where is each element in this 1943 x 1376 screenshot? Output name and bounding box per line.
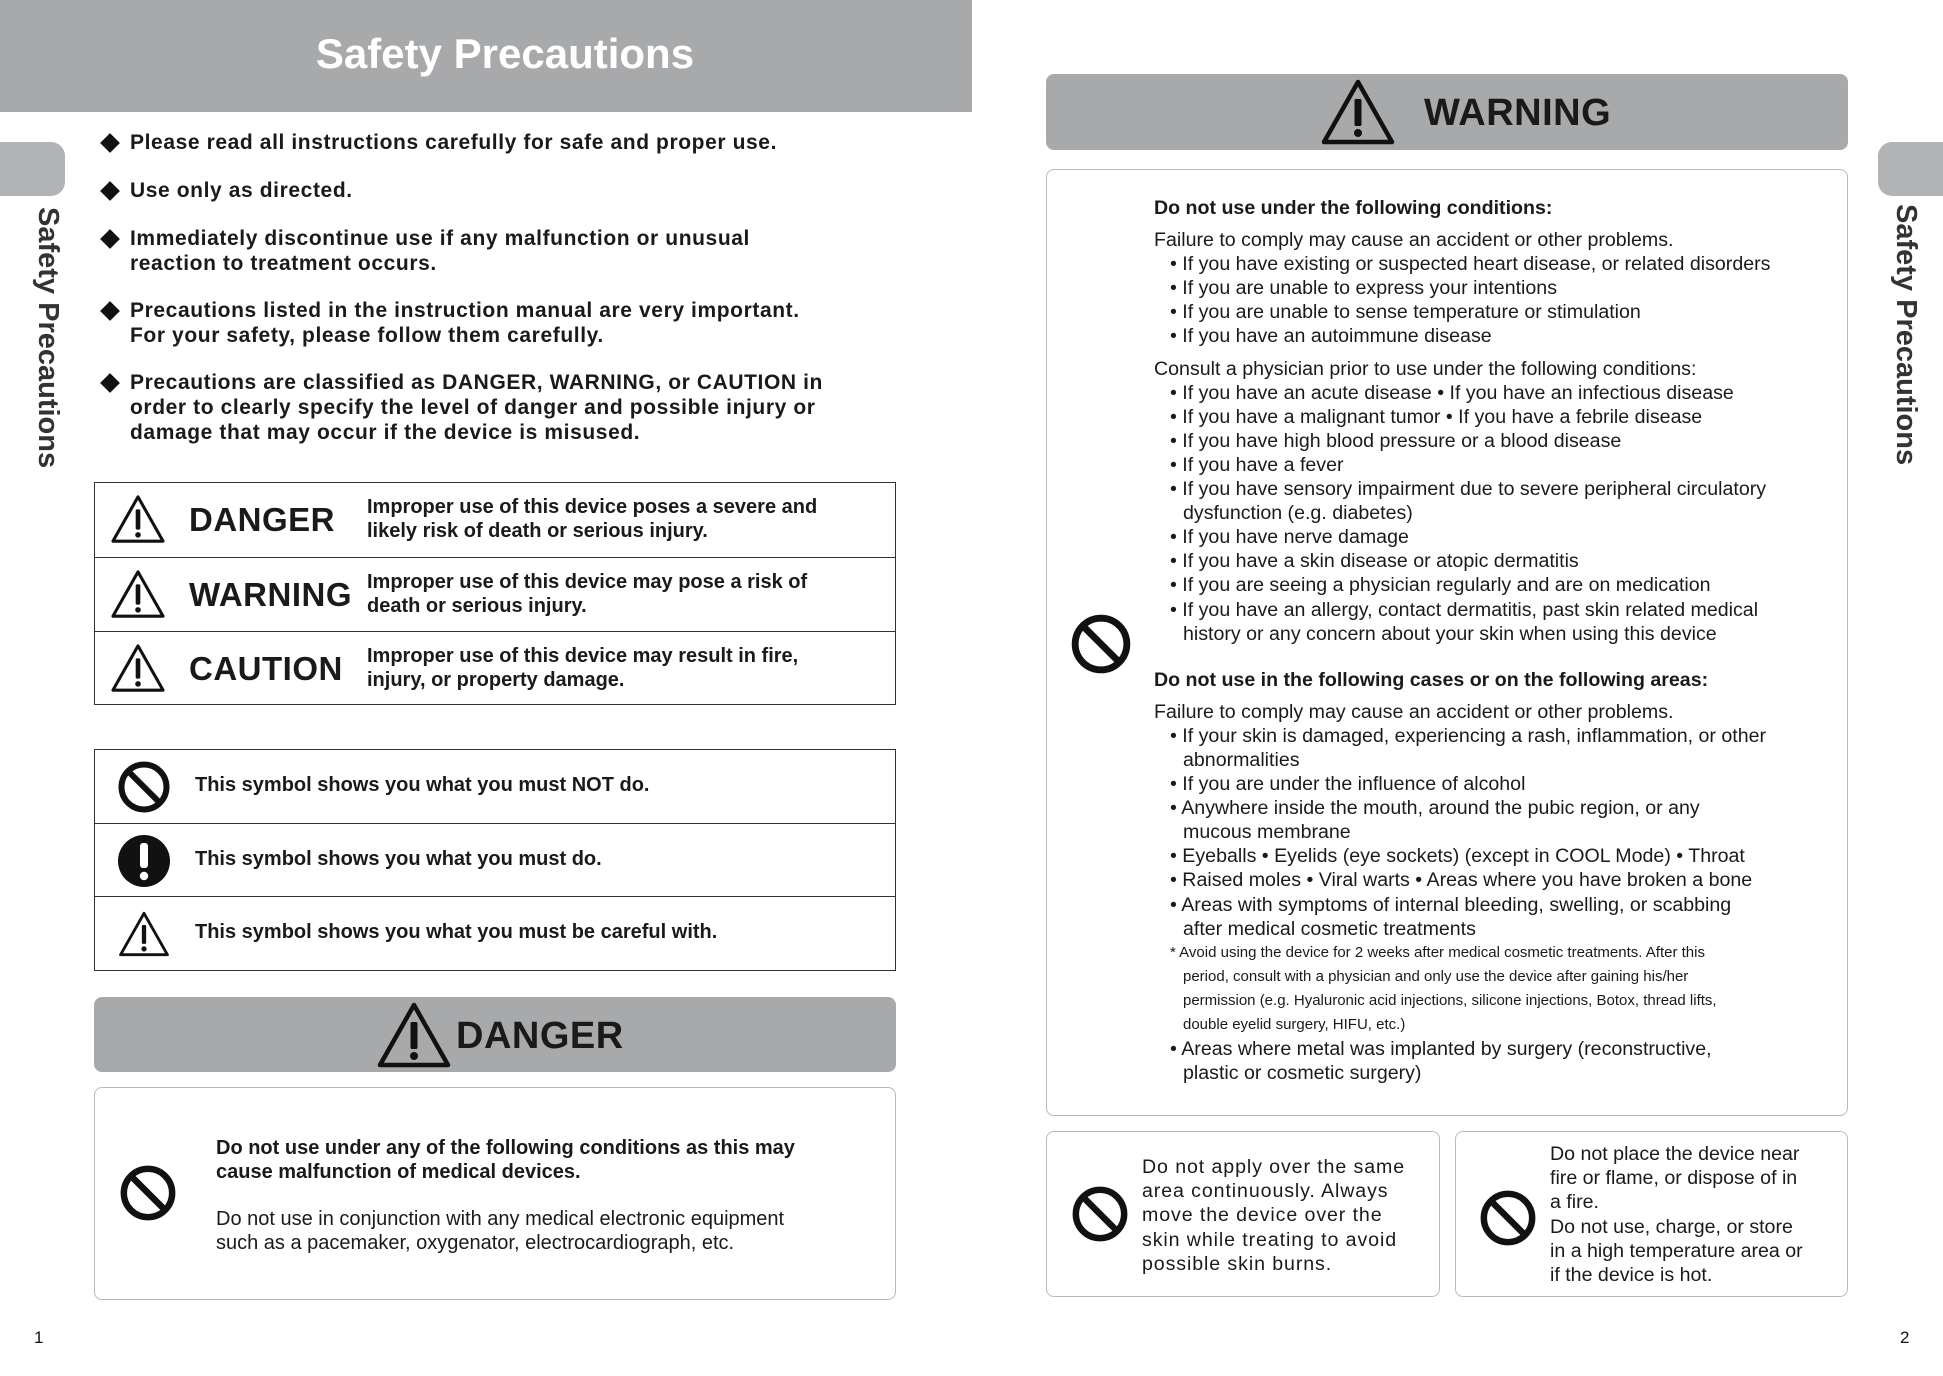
mandatory-action-icon [117,834,171,888]
list-item: • If you have an acute disease • If you have an infectious disease [1170,381,1734,404]
warning-heading-bar [1046,74,1848,150]
symbol-row [95,896,895,969]
list-item: • If you have an allergy, contact dermatitis, past skin related medical [1170,598,1759,621]
level-row-caution [95,631,895,705]
symbol-row [95,823,895,896]
diamond-bullet-icon [100,181,120,201]
conditions-intro: Failure to comply may cause an accident or other problems. [1154,229,1674,252]
level-description: Improper use of this device may pose a risk of death or serious injury. [367,571,808,617]
bullet-item: Use only as directed. [100,178,900,203]
list-item: • If you are unable to express your intentions [1170,277,1557,300]
continuous-use-text: Do not apply over the same area continuously. Always move the device over the skin while treating to avoid possible skin burns. [1142,1156,1406,1275]
diamond-bullet-icon [100,133,120,153]
bullet-item: Precautions are classified as DANGER, WARNING, or CAUTION in order to clearly specify the level of danger and possible injury or damage that may occur if the device is misused. [100,370,900,445]
list-item: • Anywhere inside the mouth, around the pubic region, or any [1170,797,1700,820]
side-tab [1878,142,1943,196]
symbol-description: This symbol shows you what you must be careful with. [195,921,718,943]
warning-triangle-icon [109,493,167,545]
hazard-levels-table [94,482,896,705]
symbol-row [95,750,895,823]
footnote-continued: period, consult with a physician and only use the device after gaining his/her [1183,967,1689,985]
warning-triangle-icon [109,568,167,620]
areas-intro: Failure to comply may cause an accident or other problems. [1154,700,1674,723]
level-label: WARNING [189,576,352,613]
prohibition-icon [1479,1189,1537,1247]
list-item: • Eyeballs • Eyelids (eye sockets) (except in COOL Mode) • Throat [1170,845,1745,868]
warning-text [1154,196,1834,1085]
danger-body-text: Do not use in conjunction with any medical electronic equipment such as a pacemaker, oxygenator, electrocardiograph, etc. [216,1208,785,1254]
list-item: • If you are under the influence of alcohol [1170,773,1526,796]
diamond-bullet-icon [100,373,120,393]
fire-hazard-text: Do not place the device near fire or flame, or dispose of in a fire. Do not use, charge, or store in a high temperature area or if the device is hot. [1550,1143,1803,1287]
list-item-continued: mucous membrane [1183,821,1351,844]
page-number: 1 [34,1328,44,1347]
caution-triangle-icon [117,907,171,961]
side-label: Safety Precautions [32,207,64,469]
list-item-continued: after medical cosmetic treatments [1183,917,1476,940]
list-item: • If you have an autoimmune disease [1170,325,1492,348]
list-item: • If you have a skin disease or atopic dermatitis [1170,550,1579,573]
side-label: Safety Precautions [1890,204,1922,466]
level-description: Improper use of this device may result in fire, injury, or property damage. [367,645,799,691]
level-label: DANGER [189,501,336,538]
list-item: • If you have a malignant tumor • If you have a febrile disease [1170,405,1703,428]
areas-heading: Do not use in the following cases or on the following areas: [1154,668,1709,691]
symbols-table [94,749,896,971]
footnote: * Avoid using the device for 2 weeks after medical cosmetic treatments. After this [1170,943,1705,961]
bullet-item: Precautions listed in the instruction manual are very important. For your safety, please follow them carefully. [100,298,900,348]
consult-intro: Consult a physician prior to use under the following conditions: [1154,357,1697,380]
list-item-continued: plastic or cosmetic surgery) [1183,1062,1422,1085]
page-number: 2 [1900,1328,1910,1347]
danger-bold-text: Do not use under any of the following conditions as this may cause malfunction of medical devices. [216,1137,795,1183]
footnote-continued: permission (e.g. Hyaluronic acid injections, silicone injections, Botox, thread lifts, [1183,991,1717,1009]
level-row-warning [95,557,895,631]
list-item: • If you are unable to sense temperature or stimulation [1170,301,1641,324]
list-item: • If you are seeing a physician regularly and are on medication [1170,574,1711,597]
list-item: • If you have sensory impairment due to severe peripheral circulatory [1170,478,1767,501]
prohibition-icon [119,1164,177,1222]
warning-heading: WARNING [1424,92,1612,134]
list-item: • If you have nerve damage [1170,526,1409,549]
level-label: CAUTION [189,650,343,687]
list-item: • If you have high blood pressure or a blood disease [1170,429,1622,452]
symbol-description: This symbol shows you what you must NOT do. [195,774,650,796]
level-description: Improper use of this device poses a severe and likely risk of death or serious injury. [367,496,818,542]
side-tab [0,142,65,196]
warning-triangle-icon [109,642,167,694]
prohibition-icon [117,760,171,814]
list-item: • If you have a fever [1170,453,1344,476]
danger-heading: DANGER [456,1015,624,1057]
list-item-continued: history or any concern about your skin when using this device [1183,622,1717,645]
list-item: • Areas with symptoms of internal bleeding, swelling, or scabbing [1170,893,1732,916]
title-bar [0,0,972,112]
danger-text [216,1136,876,1255]
list-item: • If you have existing or suspected heart disease, or related disorders [1170,253,1771,276]
symbol-description: This symbol shows you what you must do. [195,848,602,870]
diamond-bullet-icon [100,229,120,249]
bullet-item: Please read all instructions carefully for safe and proper use. [100,130,900,155]
list-item: • If your skin is damaged, experiencing a rash, inflammation, or other [1170,724,1767,747]
list-item: • Areas where metal was implanted by surgery (reconstructive, [1170,1038,1712,1061]
list-item-continued: dysfunction (e.g. diabetes) [1183,502,1413,525]
bullet-item: Immediately discontinue use if any malfunction or unusual reaction to treatment occurs. [100,226,900,276]
prohibition-icon [1071,1185,1129,1243]
diamond-bullet-icon [100,301,120,321]
level-row-danger [95,483,895,557]
conditions-heading: Do not use under the following conditions: [1154,197,1553,219]
danger-triangle-icon [376,1001,452,1069]
prohibition-icon [1070,613,1132,675]
list-item-continued: abnormalities [1183,748,1300,771]
list-item: • Raised moles • Viral warts • Areas where you have broken a bone [1170,869,1753,892]
page-title: Safety Precautions [315,30,695,77]
warning-triangle-icon [1320,78,1396,146]
footnote-continued: double eyelid surgery, HIFU, etc.) [1183,1016,1406,1033]
danger-heading-bar [94,997,896,1072]
